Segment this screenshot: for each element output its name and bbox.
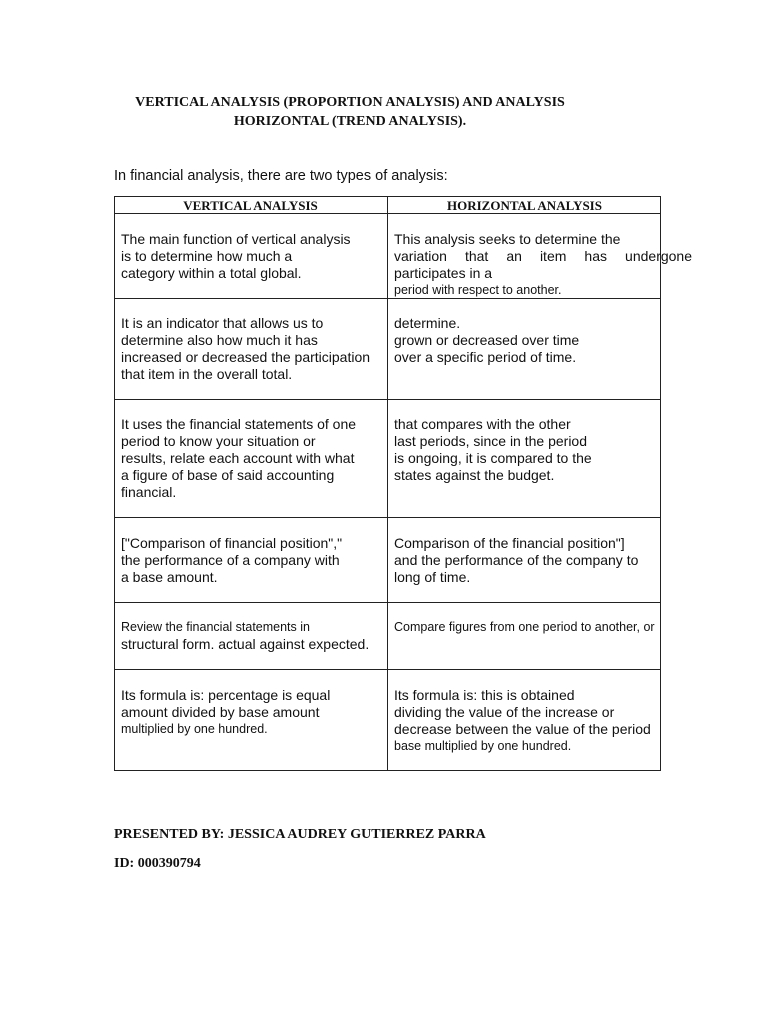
row-1-vertical: The main function of vertical analysis is to determine how much a category within a total global. <box>121 231 351 281</box>
table-row-divider <box>114 517 661 518</box>
row-3-horizontal: that compares with the other last periods, since in the period is ongoing, it is compared to the states against the budget. <box>394 416 592 483</box>
row-1-horizontal: This analysis seeks to determine the variation that an item has undergone participates in a period with respect to another. <box>394 231 692 297</box>
intro-text: In financial analysis, there are two types of analysis: <box>114 168 448 184</box>
title-line-2: HORIZONTAL (TREND ANALYSIS). <box>233 114 467 129</box>
row-5-vertical: Review the financial statements in structural form. actual against expected. <box>121 620 370 652</box>
student-id: ID: 000390794 <box>114 856 201 871</box>
row-6-horizontal: Its formula is: this is obtained dividing the value of the increase or decrease between the value of the period base multiplied by one hundred. <box>394 687 651 753</box>
header-vertical-analysis: VERTICAL ANALYSIS <box>183 198 318 213</box>
table-column-divider <box>387 196 388 771</box>
row-2-horizontal: determine. grown or decreased over time over a specific period of time. <box>394 315 580 365</box>
row-4-horizontal: Comparison of the financial position"] and the performance of the company to long of time. <box>394 535 639 585</box>
row-4-vertical: ["Comparison of financial position"," the performance of a company with a base amount. <box>121 535 343 585</box>
row-5-horizontal: Compare figures from one period to another, or <box>394 620 655 634</box>
presented-by: PRESENTED BY: JESSICA AUDREY GUTIERREZ PARRA <box>114 827 486 842</box>
row-2-vertical: It is an indicator that allows us to determine also how much it has increased or decreased the participation that item in the overall total. <box>121 315 371 382</box>
title-line-1: VERTICAL ANALYSIS (PROPORTION ANALYSIS) AND ANALYSIS <box>135 95 565 110</box>
header-horizontal-analysis: HORIZONTAL ANALYSIS <box>447 198 602 213</box>
table-row-divider <box>114 602 661 603</box>
row-6-vertical: Its formula is: percentage is equal amount divided by base amount multiplied by one hundred. <box>121 687 331 736</box>
table-row-divider <box>114 669 661 670</box>
row-3-vertical: It uses the financial statements of one period to know your situation or results, relate each account with what a figure of base of said accounting financial. <box>121 416 357 500</box>
table-row-divider <box>114 399 661 400</box>
document-title <box>110 93 590 131</box>
